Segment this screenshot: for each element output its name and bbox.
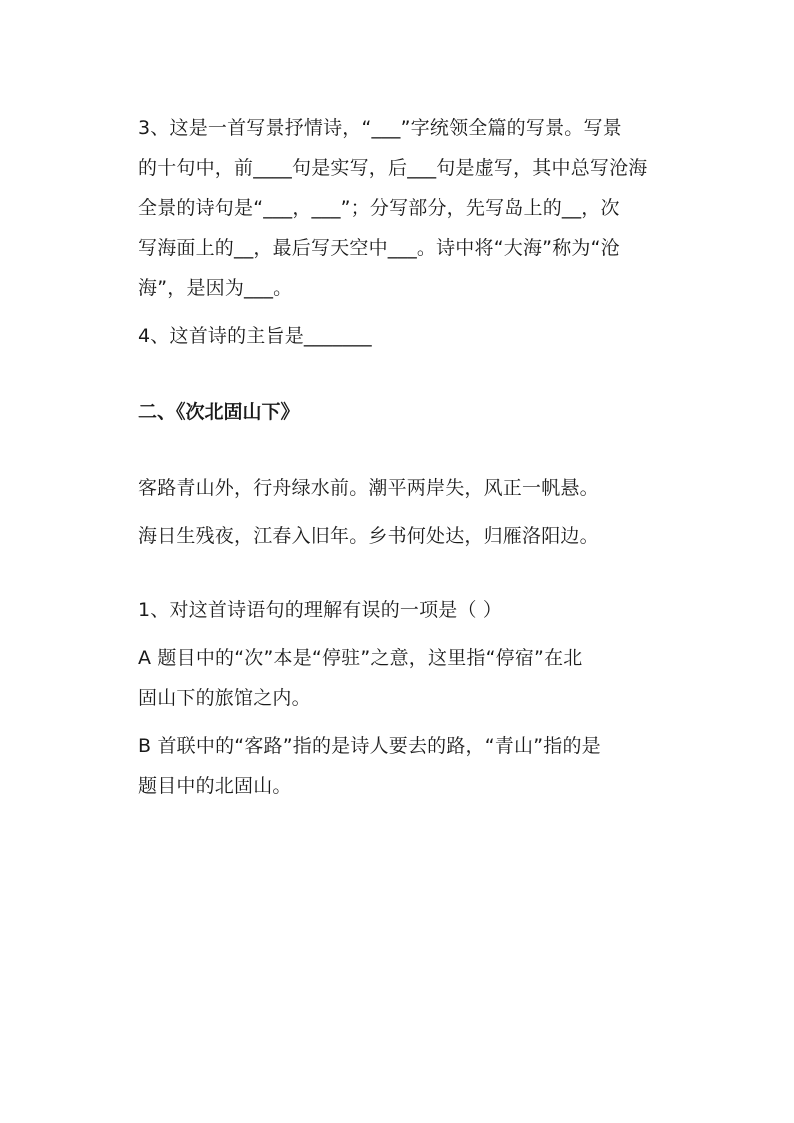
question-3-line: 的十句中，前____句是实写，后___句是虚写，其中总写沧海 bbox=[138, 157, 648, 179]
option-a-line: A 题目中的“次”本是“停驻”之意，这里指“停宿”在北 bbox=[138, 647, 583, 669]
option-b-line: B 首联中的“客路”指的是诗人要去的路，“青山”指的是 bbox=[138, 735, 601, 757]
question-3-line: 海”，是因为___。 bbox=[138, 277, 293, 299]
poem-line: 海日生残夜，江春入旧年。乡书何处达，归雁洛阳边。 bbox=[138, 525, 599, 547]
section-2-title: 二、《次北固山下》 bbox=[138, 401, 300, 423]
question-3 bbox=[138, 108, 666, 308]
question-3-line: 全景的诗句是“___，___”；分写部分，先写岛上的__，次 bbox=[138, 197, 620, 219]
document-page bbox=[138, 108, 666, 806]
option-b bbox=[138, 726, 666, 806]
question-4: 4、这首诗的主旨是_______ bbox=[138, 325, 372, 347]
option-a-line: 固山下的旅馆之内。 bbox=[138, 687, 311, 709]
question-1: 1、对这首诗语句的理解有误的一项是（ ） bbox=[138, 599, 503, 621]
option-a bbox=[138, 638, 666, 718]
question-3-line: 3、这是一首写景抒情诗，“___”字统领全篇的写景。写景 bbox=[138, 117, 622, 139]
poem bbox=[138, 468, 666, 556]
option-b-line: 题目中的北固山。 bbox=[138, 775, 292, 797]
poem-line: 客路青山外，行舟绿水前。潮平两岸失，风正一帆悬。 bbox=[138, 477, 599, 499]
question-3-line: 写海面上的__，最后写天空中___。诗中将“大海”称为“沧 bbox=[138, 237, 620, 259]
